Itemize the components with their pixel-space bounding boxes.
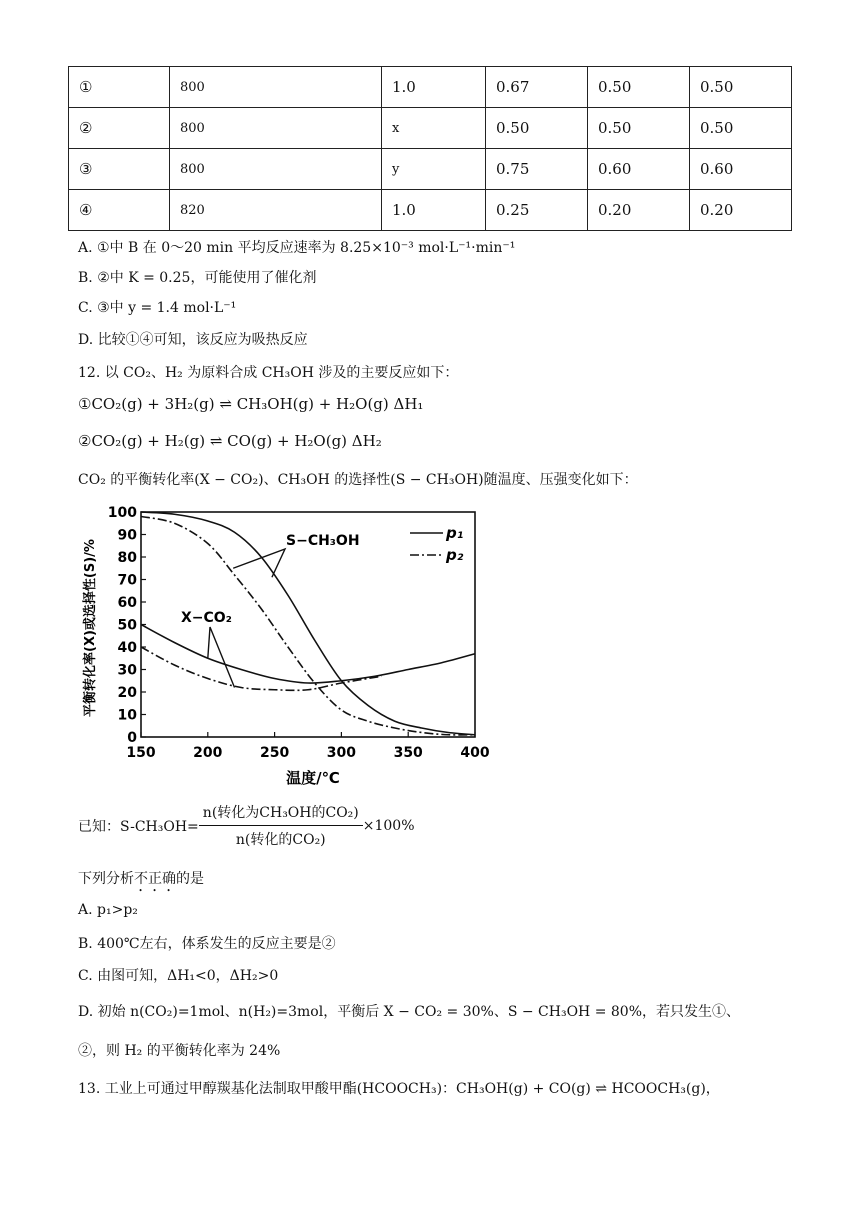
q11-option-b: B. ②中 K = 0.25，可能使用了催化剂 [78, 270, 317, 286]
q12-ask [78, 868, 204, 895]
y-tick-label: 40 [117, 640, 137, 656]
q12-reaction-1: ①CO₂(g) + 3H₂(g) ⇌ CH₃OH(g) + H₂O(g) ΔH₁ [78, 395, 424, 413]
q12-description: CO₂ 的平衡转化率(X − CO₂)、CH₃OH 的选择性(S − CH₃OH)随温度、压强变化如下： [78, 472, 638, 488]
definition-suffix: ×100% [362, 817, 415, 834]
x-axis-label: 温度/℃ [286, 769, 340, 787]
table-cell-v2: 0.60 [588, 149, 690, 190]
x-tick-label: 200 [193, 745, 223, 761]
experiment-table [68, 66, 792, 231]
q12-option-a: A. p₁>p₂ [78, 902, 138, 918]
x-tick-label: 350 [393, 745, 423, 761]
annotation-s-ch3oh-pointer [233, 549, 285, 577]
annotation-s-ch3oh: S−CH₃OH [286, 533, 360, 549]
annotation-x-co2-pointer [208, 627, 235, 688]
table-cell-no: ② [69, 108, 170, 149]
table-row [69, 108, 792, 149]
q12-option-d-line1: D. 初始 n(CO₂)=1mol、n(H₂)=3mol，平衡后 X − CO₂ = 30%、S − CH₃OH = 80%，若只发生①、 [78, 1004, 741, 1020]
table-cell-c: 1.0 [382, 190, 486, 231]
definition-prefix: 已知：S-CH₃OH= [78, 818, 199, 835]
q11-option-c: C. ③中 y = 1.4 mol·L⁻¹ [78, 300, 237, 316]
table-cell-v1: 0.50 [486, 108, 588, 149]
table-cell-v2: 0.50 [588, 67, 690, 108]
table-cell-v3: 0.50 [690, 67, 792, 108]
y-tick-label: 50 [117, 617, 137, 634]
y-tick-label: 0 [127, 730, 137, 746]
table-cell-v3: 0.50 [690, 108, 792, 149]
table-row [69, 149, 792, 190]
annotation-x-co2: X−CO₂ [181, 610, 232, 626]
q12-reaction-2: ②CO₂(g) + H₂(g) ⇌ CO(g) + H₂O(g) ΔH₂ [78, 432, 382, 450]
table-cell-temp: 800 [170, 149, 382, 190]
table-row [69, 67, 792, 108]
q11-option-a: A. ①中 B 在 0～20 min 平均反应速率为 8.25×10⁻³ mol·L⁻¹·min⁻¹ [78, 240, 516, 256]
x-tick-label: 300 [326, 745, 357, 761]
fraction-numerator: n(转化为CH₃OH的CO₂) [199, 802, 363, 826]
table-cell-no: ③ [69, 149, 170, 190]
legend-label-p2: p₂ [446, 546, 464, 564]
table-cell-temp: 800 [170, 108, 382, 149]
y-axis-label: 平衡转化率(X)或选择性(S)/% [83, 539, 98, 717]
q12-option-d-line2: ②，则 H₂ 的平衡转化率为 24% [78, 1043, 281, 1059]
table-cell-c: 1.0 [382, 67, 486, 108]
q12-option-c: C. 由图可知，ΔH₁<0，ΔH₂>0 [78, 968, 279, 984]
y-tick-label: 10 [117, 707, 137, 724]
table-cell-v3: 0.20 [690, 190, 792, 231]
x-tick-label: 250 [259, 745, 290, 761]
fraction-denominator: n(转化的CO₂) [235, 832, 326, 848]
y-tick-label: 100 [107, 505, 137, 521]
ask-suffix: 的是 [176, 871, 204, 887]
y-tick-label: 20 [117, 685, 137, 701]
table-cell-v2: 0.50 [588, 108, 690, 149]
definition-fraction [199, 802, 363, 849]
y-tick-label: 30 [117, 662, 137, 679]
table-cell-no: ① [69, 67, 170, 108]
ask-prefix: 下列分析 [78, 871, 134, 887]
table-cell-v3: 0.60 [690, 149, 792, 190]
x-tick-label: 400 [460, 745, 490, 761]
conversion-selectivity-chart [78, 500, 498, 792]
table-cell-c: y [382, 149, 486, 190]
table-cell-v1: 0.75 [486, 149, 588, 190]
selectivity-definition [78, 802, 415, 849]
legend-label-p1: p₁ [446, 524, 464, 542]
table-cell-no: ④ [69, 190, 170, 231]
q11-option-d: D. 比较①④可知，该反应为吸热反应 [78, 332, 308, 348]
q12-stem: 12. 以 CO₂、H₂ 为原料合成 CH₃OH 涉及的主要反应如下： [78, 365, 459, 381]
table-row [69, 190, 792, 231]
table-cell-v2: 0.20 [588, 190, 690, 231]
q13-stem: 13. 工业上可通过甲醇羰基化法制取甲酸甲酯(HCOOCH₃)：CH₃OH(g) + CO(g) ⇌ HCOOCH₃(g)， [78, 1081, 720, 1097]
ask-emphasis: 不正确 [134, 871, 176, 887]
q12-option-b: B. 400℃左右，体系发生的反应主要是② [78, 936, 336, 952]
y-tick-label: 90 [117, 527, 137, 544]
table-cell-temp: 820 [170, 190, 382, 231]
series-line-p2-x-co2 [141, 647, 381, 690]
table-cell-c: x [382, 108, 486, 149]
table-cell-v1: 0.67 [486, 67, 588, 108]
table-cell-v1: 0.25 [486, 190, 588, 231]
x-tick-label: 150 [126, 745, 156, 761]
table-cell-temp: 800 [170, 67, 382, 108]
y-tick-label: 80 [117, 550, 137, 566]
y-tick-label: 60 [117, 595, 137, 611]
y-tick-label: 70 [117, 572, 137, 589]
